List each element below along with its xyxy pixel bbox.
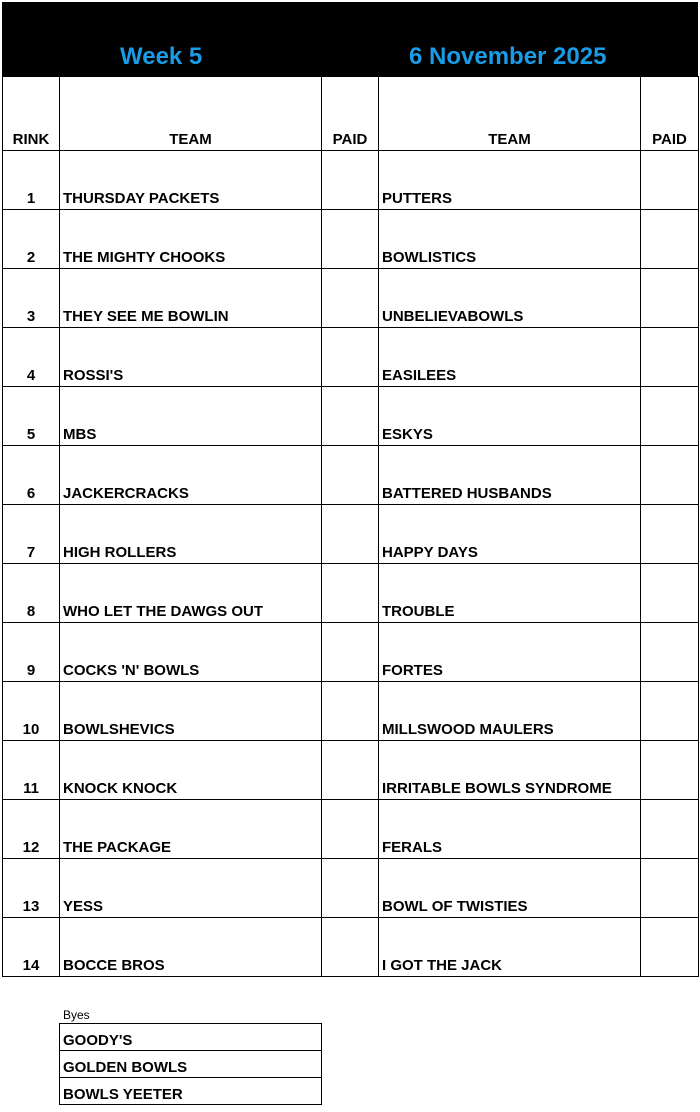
team1-cell: JACKERCRACKS bbox=[60, 446, 322, 505]
team1-cell: HIGH ROLLERS bbox=[60, 505, 322, 564]
header-banner bbox=[2, 2, 698, 76]
paid2-cell[interactable] bbox=[641, 682, 699, 741]
week-label: Week 5 bbox=[120, 43, 203, 70]
rink-row bbox=[3, 151, 699, 210]
paid1-cell[interactable] bbox=[322, 682, 379, 741]
rink-number: 11 bbox=[3, 741, 60, 800]
team1-header: TEAM bbox=[60, 77, 322, 151]
bye-team: GOODY'S bbox=[60, 1024, 322, 1051]
paid1-cell[interactable] bbox=[322, 328, 379, 387]
team2-cell: EASILEES bbox=[379, 328, 641, 387]
team1-cell: THEY SEE ME BOWLIN bbox=[60, 269, 322, 328]
rink-row bbox=[3, 269, 699, 328]
paid2-cell[interactable] bbox=[641, 623, 699, 682]
paid1-cell[interactable] bbox=[322, 800, 379, 859]
team1-cell: ROSSI'S bbox=[60, 328, 322, 387]
rink-number: 9 bbox=[3, 623, 60, 682]
team1-cell: COCKS 'N' BOWLS bbox=[60, 623, 322, 682]
team1-cell: THE MIGHTY CHOOKS bbox=[60, 210, 322, 269]
rink-row bbox=[3, 800, 699, 859]
paid2-cell[interactable] bbox=[641, 741, 699, 800]
rink-number: 7 bbox=[3, 505, 60, 564]
rink-number: 13 bbox=[3, 859, 60, 918]
team2-cell: FORTES bbox=[379, 623, 641, 682]
team2-cell: TROUBLE bbox=[379, 564, 641, 623]
rink-row bbox=[3, 741, 699, 800]
bye-team: BOWLS YEETER bbox=[60, 1078, 322, 1105]
paid2-cell[interactable] bbox=[641, 446, 699, 505]
paid2-cell[interactable] bbox=[641, 328, 699, 387]
paid2-cell[interactable] bbox=[641, 564, 699, 623]
rink-row bbox=[3, 564, 699, 623]
rink-number: 1 bbox=[3, 151, 60, 210]
rink-row bbox=[3, 446, 699, 505]
rink-number: 3 bbox=[3, 269, 60, 328]
team2-cell: PUTTERS bbox=[379, 151, 641, 210]
fixture-table bbox=[2, 76, 699, 977]
team1-cell: WHO LET THE DAWGS OUT bbox=[60, 564, 322, 623]
rink-row bbox=[3, 623, 699, 682]
paid1-cell[interactable] bbox=[322, 151, 379, 210]
rink-row bbox=[3, 682, 699, 741]
team2-cell: I GOT THE JACK bbox=[379, 918, 641, 977]
header-row bbox=[3, 77, 699, 151]
rink-row bbox=[3, 387, 699, 446]
rink-row bbox=[3, 859, 699, 918]
rink-number: 5 bbox=[3, 387, 60, 446]
bye-row bbox=[60, 1078, 322, 1105]
team2-cell: BATTERED HUSBANDS bbox=[379, 446, 641, 505]
paid1-cell[interactable] bbox=[322, 741, 379, 800]
team1-cell: BOWLSHEVICS bbox=[60, 682, 322, 741]
paid2-header: PAID bbox=[641, 77, 699, 151]
paid2-cell[interactable] bbox=[641, 859, 699, 918]
team1-cell: BOCCE BROS bbox=[60, 918, 322, 977]
paid1-cell[interactable] bbox=[322, 918, 379, 977]
rink-number: 14 bbox=[3, 918, 60, 977]
team1-cell: THE PACKAGE bbox=[60, 800, 322, 859]
rink-row bbox=[3, 505, 699, 564]
team1-cell: MBS bbox=[60, 387, 322, 446]
paid2-cell[interactable] bbox=[641, 387, 699, 446]
rink-number: 6 bbox=[3, 446, 60, 505]
team2-cell: MILLSWOOD MAULERS bbox=[379, 682, 641, 741]
paid1-cell[interactable] bbox=[322, 505, 379, 564]
paid2-cell[interactable] bbox=[641, 151, 699, 210]
rink-number: 12 bbox=[3, 800, 60, 859]
paid2-cell[interactable] bbox=[641, 800, 699, 859]
team2-cell: BOWL OF TWISTIES bbox=[379, 859, 641, 918]
bye-row bbox=[60, 1024, 322, 1051]
paid2-cell[interactable] bbox=[641, 210, 699, 269]
rink-number: 8 bbox=[3, 564, 60, 623]
rink-number: 4 bbox=[3, 328, 60, 387]
rink-number: 2 bbox=[3, 210, 60, 269]
paid1-cell[interactable] bbox=[322, 210, 379, 269]
team1-cell: KNOCK KNOCK bbox=[60, 741, 322, 800]
team2-cell: BOWLISTICS bbox=[379, 210, 641, 269]
paid1-cell[interactable] bbox=[322, 859, 379, 918]
paid1-cell[interactable] bbox=[322, 623, 379, 682]
byes-table bbox=[59, 1023, 322, 1105]
paid1-cell[interactable] bbox=[322, 269, 379, 328]
team1-cell: YESS bbox=[60, 859, 322, 918]
byes-label: Byes bbox=[63, 1008, 90, 1022]
rink-row bbox=[3, 210, 699, 269]
team2-header: TEAM bbox=[379, 77, 641, 151]
paid1-header: PAID bbox=[322, 77, 379, 151]
team2-cell: HAPPY DAYS bbox=[379, 505, 641, 564]
rink-number: 10 bbox=[3, 682, 60, 741]
team2-cell: ESKYS bbox=[379, 387, 641, 446]
paid1-cell[interactable] bbox=[322, 446, 379, 505]
rink-header: RINK bbox=[3, 77, 60, 151]
rink-row bbox=[3, 328, 699, 387]
team2-cell: UNBELIEVABOWLS bbox=[379, 269, 641, 328]
paid2-cell[interactable] bbox=[641, 918, 699, 977]
paid2-cell[interactable] bbox=[641, 269, 699, 328]
paid1-cell[interactable] bbox=[322, 564, 379, 623]
date-label: 6 November 2025 bbox=[409, 43, 607, 70]
bye-team: GOLDEN BOWLS bbox=[60, 1051, 322, 1078]
team1-cell: THURSDAY PACKETS bbox=[60, 151, 322, 210]
rink-row bbox=[3, 918, 699, 977]
team2-cell: FERALS bbox=[379, 800, 641, 859]
bye-row bbox=[60, 1051, 322, 1078]
team2-cell: IRRITABLE BOWLS SYNDROME bbox=[379, 741, 641, 800]
paid1-cell[interactable] bbox=[322, 387, 379, 446]
paid2-cell[interactable] bbox=[641, 505, 699, 564]
